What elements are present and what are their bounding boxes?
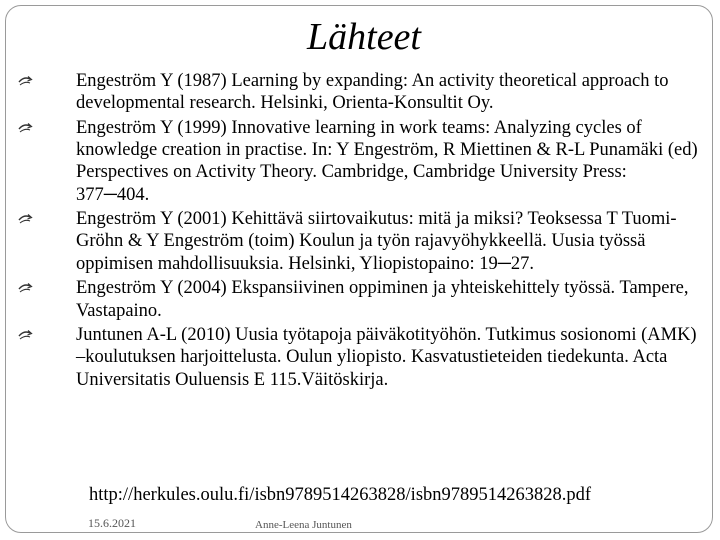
curved-arrow-bullet-icon: [18, 329, 34, 341]
curved-arrow-bullet-icon: [18, 75, 34, 87]
reference-list: [18, 70, 698, 393]
slide-title: Lähteet: [307, 16, 421, 58]
reference-text: Engeström Y (1999) Innovative learning in work teams: Analyzing cycles of knowledge creation in practise. In: Y Engeström, R Miettinen & R-L Punamäki (ed) Perspectives on Activity Theory. Cambridge, Cambridge University Press: 377─404.: [76, 117, 698, 205]
reference-item: [18, 208, 698, 275]
reference-text: Engeström Y (2004) Ekspansiivinen oppiminen ja yhteiskehittely työssä. Tampere, Vastapaino.: [76, 278, 689, 321]
curved-arrow-bullet-icon: [18, 122, 34, 134]
curved-arrow-bullet-icon: [18, 213, 34, 225]
reference-text: Engeström Y (1987) Learning by expanding: An activity theoretical approach to developmental research. Helsinki, Orienta-Konsultit Oy.: [76, 71, 669, 114]
reference-item: [18, 70, 698, 114]
reference-item: [18, 117, 698, 206]
reference-url[interactable]: http://herkules.oulu.fi/isbn9789514263828/isbn9789514263828.pdf: [89, 485, 592, 505]
curved-arrow-bullet-icon: [18, 282, 34, 294]
reference-item: [18, 277, 698, 321]
footer-author: Anne-Leena Juntunen: [255, 519, 352, 531]
reference-text: Juntunen A-L (2010) Uusia työtapoja päiväkotityöhön. Tutkimus sosionomi (AMK) –koulutuksen harjoittelusta. Oulun yliopisto. Kasvatustieteiden tiedekunta. Acta Universitatis Ouluensis E 115.Väitöskirja.: [76, 325, 697, 390]
reference-text: Engeström Y (2001) Kehittävä siirtovaikutus: mitä ja miksi? Teoksessa T Tuomi-Gröhn & Y Engeström (toim) Koulun ja työn rajavyöhykkeellä. Uusia työssä oppimisen mahdollisuuksia. Helsinki, Yliopistopaino: 19─27.: [76, 209, 677, 274]
reference-item: [18, 324, 698, 391]
footer-date: 15.6.2021: [88, 516, 136, 530]
